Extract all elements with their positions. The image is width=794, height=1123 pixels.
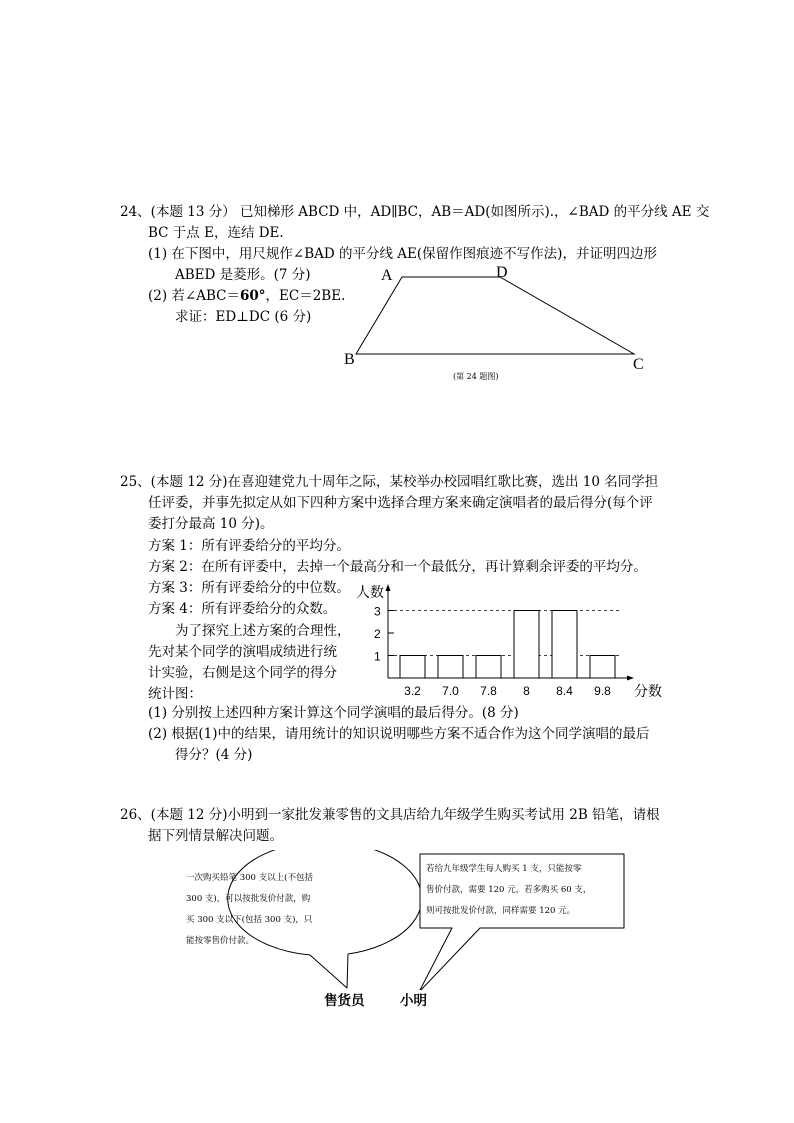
q24-part1-line1: (1) 在下图中，用尺规作∠BAD 的平分线 AE(保留作图痕迹不写作法)，并证明四边形 — [148, 246, 657, 262]
q24-part1-line2: ABED 是菱形。(7 分) — [175, 267, 311, 283]
q25-para-line3: 计实验，右侧是这个同学的得分 — [148, 665, 337, 681]
plan-3: 方案 3：所有评委给分的中位数。 — [148, 580, 350, 596]
q24-line1: 24、(本题 13 分） 已知梯形 ABCD 中，AD∥BC，AB＝AD(如图所示).，∠BAD 的平分线 AE 交 — [120, 204, 710, 220]
right-bubble-line2: 售价付款，需要 120 元，若多购买 60 支， — [426, 885, 592, 895]
vertex-label-b: B — [344, 351, 355, 368]
q25-para-line1: 为了探究上述方案的合理性， — [175, 623, 351, 639]
bar — [514, 611, 539, 679]
q25-sub2-line1: (2) 根据(1)中的结果，请用统计的知识说明哪些方案不适合作为这个同学演唱的最后 — [148, 726, 650, 742]
x-tick-label: 9.8 — [594, 684, 611, 698]
bar — [590, 656, 615, 679]
q26-line1: 26、(本题 12 分)小明到一家批发兼零售的文具店给九年级学生购买考试用 2B 铅笔，请根 — [120, 807, 660, 823]
q24-angle-value: 60° — [239, 288, 266, 304]
plan-1: 方案 1：所有评委给分的平均分。 — [148, 538, 350, 554]
figure-caption: (第 24 题图) — [453, 372, 499, 381]
bar — [476, 656, 501, 679]
q24-part2-prefix: (2) 若∠ABC＝ — [148, 288, 240, 304]
y-axis-arrow — [386, 584, 391, 591]
trapezoid-shape — [356, 277, 634, 354]
y-tick-label: 1 — [374, 649, 381, 664]
q25-line1: 25、(本题 12 分)在喜迎建党九十周年之际，某校举办校园唱红歌比赛，选出 10 名同学担 — [120, 474, 659, 490]
left-bubble-line4: 能按零售价付款。 — [186, 936, 255, 946]
x-axis-arrow — [627, 676, 634, 681]
score-chart — [346, 575, 666, 700]
q24-line2: BC 于点 E，连结 DE. — [148, 225, 284, 241]
right-bubble-line1: 若给九年级学生每人购买 1 支，只能按零 — [426, 864, 582, 874]
x-axis-label: 分数 — [634, 683, 662, 699]
q25-para-line4: 统计图： — [148, 686, 202, 702]
q24-part2-line1 — [148, 286, 345, 307]
bar — [400, 656, 425, 679]
x-tick-label: 3.2 — [404, 684, 421, 698]
x-tick-label: 7.8 — [480, 684, 497, 698]
q24-part2-line2: 求证：ED⊥DC (6 分) — [175, 309, 312, 325]
q25-sub1: (1) 分别按上述四种方案计算这个同学演唱的最后得分。(8 分) — [148, 705, 519, 721]
q25-sub2-line2: 得分？(4 分) — [175, 747, 253, 763]
q25-para-line2: 先对某个同学的演唱成绩进行统 — [148, 644, 337, 660]
plan-2: 方案 2：在所有评委中，去掉一个最高分和一个最低分，再计算剩余评委的平均分。 — [148, 559, 647, 575]
speaker-xiaoming: 小明 — [400, 993, 427, 1009]
speaker-salesperson: 售货员 — [324, 993, 365, 1009]
vertex-label-d: D — [496, 264, 508, 281]
left-bubble-line2: 300 支)，可以按批发价付款，购 — [186, 894, 311, 904]
bar — [552, 611, 577, 679]
y-tick-label: 3 — [374, 604, 381, 619]
y-axis-label: 人数 — [356, 584, 384, 600]
x-tick-label: 8 — [523, 684, 530, 698]
bar — [438, 656, 463, 679]
right-bubble-line3: 则可按批发价付款，同样需要 120 元。 — [426, 906, 576, 916]
vertex-label-c: C — [633, 356, 644, 373]
left-bubble-line3: 买 300 支以下(包括 300 支)，只 — [186, 915, 313, 925]
q25-line3: 委打分最高 10 分)。 — [148, 516, 274, 532]
q26-line2: 据下列情景解决问题。 — [148, 828, 283, 844]
q24-part2-suffix: ，EC＝2BE. — [265, 288, 346, 304]
x-tick-label: 7.0 — [442, 684, 459, 698]
plan-4: 方案 4：所有评委给分的众数。 — [148, 601, 337, 617]
vertex-label-a: A — [381, 267, 393, 284]
left-bubble-line1: 一次购买铅笔 300 支以上(不包括 — [186, 873, 313, 883]
x-tick-label: 8.4 — [556, 684, 573, 698]
q25-line2: 任评委，并事先拟定从如下四种方案中选择合理方案来确定演唱者的最后得分(每个评 — [148, 495, 653, 511]
y-tick-label: 2 — [374, 627, 381, 641]
